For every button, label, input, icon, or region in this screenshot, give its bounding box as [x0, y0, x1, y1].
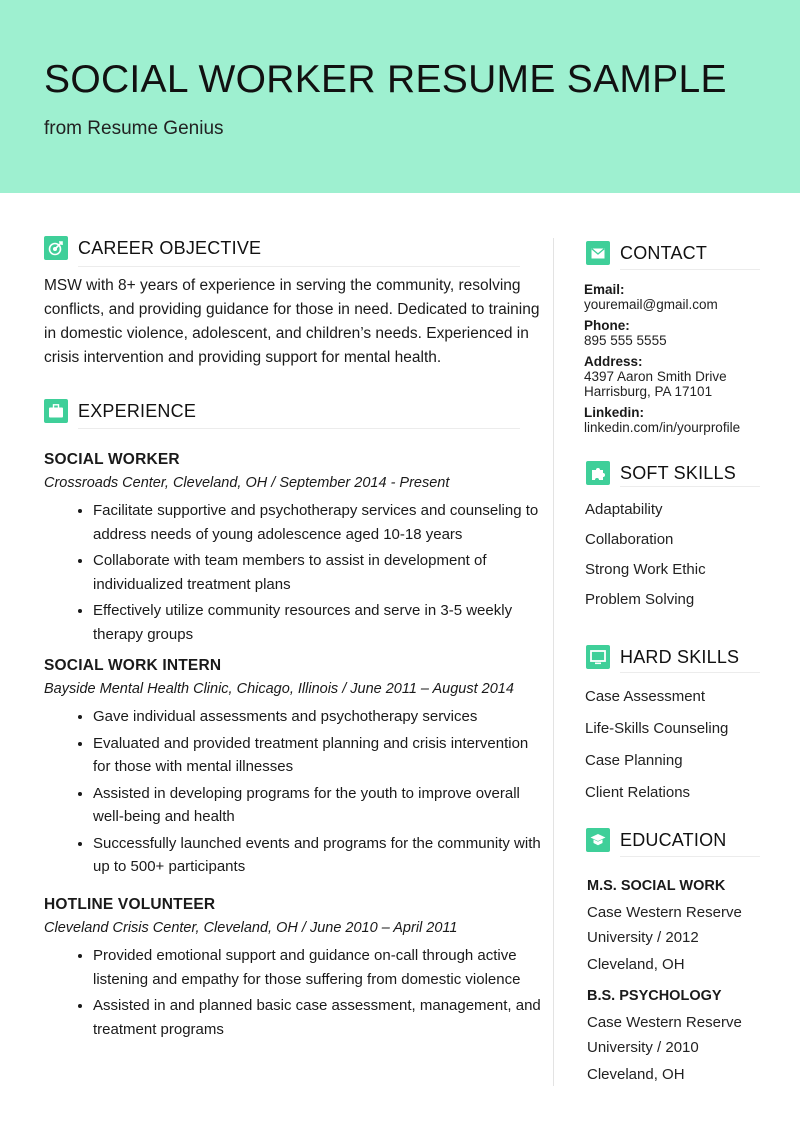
- soft-skill-item: Strong Work Ethic: [585, 561, 706, 578]
- education-location: Cleveland, OH: [587, 956, 685, 973]
- linkedin-label: Linkedin:: [584, 405, 644, 420]
- job-bullet: • Effectively utilize community resources and serve in 3-5 weekly therapy groups: [93, 599, 549, 646]
- address-line-1: 4397 Aaron Smith Drive: [584, 369, 727, 384]
- job-bullet: • Facilitate supportive and psychotherapy services and counseling to address needs of young adolescence aged 10-18 years: [93, 499, 549, 546]
- education-degree: B.S. PSYCHOLOGY: [587, 988, 722, 1004]
- experience-rule: [78, 428, 520, 429]
- phone-value: 895 555 5555: [584, 333, 667, 348]
- job-hotline-volunteer: [44, 896, 549, 1044]
- job-bullet: • Gave individual assessments and psychotherapy services: [93, 705, 549, 729]
- page-subtitle: from Resume Genius: [44, 118, 224, 139]
- job-meta: Bayside Mental Health Clinic, Chicago, Illinois / June 2011 – August 2014: [44, 681, 514, 697]
- education-school-year: University / 2012: [587, 929, 699, 946]
- job-title: SOCIAL WORKER: [44, 451, 180, 468]
- job-bullet: • Assisted in and planned basic case assessment, management, and treatment programs: [93, 994, 549, 1041]
- education-school: Case Western Reserve: [587, 1014, 742, 1031]
- puzzle-icon: [586, 461, 610, 485]
- hard-skills-rule: [620, 672, 760, 673]
- career-objective-title: CAREER OBJECTIVE: [78, 237, 262, 258]
- job-meta: Crossroads Center, Cleveland, OH / September 2014 - Present: [44, 475, 450, 491]
- target-icon: [44, 236, 68, 260]
- education-entry: [587, 878, 777, 977]
- education-location: Cleveland, OH: [587, 1066, 685, 1083]
- education-heading: [586, 828, 726, 852]
- contact-heading: [586, 241, 707, 265]
- soft-skill-item: Problem Solving: [585, 591, 695, 608]
- hard-skills-list: [585, 688, 785, 816]
- email-value[interactable]: youremail@gmail.com: [584, 297, 718, 312]
- job-bullet: • Evaluated and provided treatment planning and crisis intervention for those with mental illnesses: [93, 732, 549, 779]
- career-objective-rule: [78, 266, 520, 267]
- address-line-2: Harrisburg, PA 17101: [584, 384, 713, 399]
- contact-address: [584, 354, 784, 399]
- contact-phone: [584, 318, 784, 348]
- soft-skills-heading: [586, 461, 736, 485]
- contact-details: [584, 282, 784, 441]
- soft-skills-title: SOFT SKILLS: [620, 462, 736, 483]
- contact-rule: [620, 269, 760, 270]
- job-bullet: • Assisted in developing programs for the youth to improve overall well-being and health: [93, 782, 549, 829]
- hard-skill-item: Case Assessment: [585, 688, 706, 705]
- career-objective-heading: [44, 236, 261, 260]
- job-bullet: • Successfully launched events and programs for the community with up to 500+ participants: [93, 832, 549, 879]
- header-banner: [0, 0, 800, 193]
- job-bullets: [44, 705, 549, 879]
- job-title: SOCIAL WORK INTERN: [44, 657, 222, 674]
- monitor-icon: [586, 645, 610, 669]
- education-entry: [587, 988, 777, 1087]
- education-title: EDUCATION: [620, 829, 727, 850]
- education-degree: M.S. SOCIAL WORK: [587, 878, 726, 894]
- hard-skill-item: Life-Skills Counseling: [585, 720, 729, 737]
- column-divider: [553, 238, 554, 1086]
- education-school: Case Western Reserve: [587, 904, 742, 921]
- contact-linkedin: [584, 405, 784, 435]
- page-title: SOCIAL WORKER RESUME SAMPLE: [44, 58, 727, 101]
- career-objective-text: MSW with 8+ years of experience in serving the community, resolving conflicts, and providing guidance for those in need. Dedicated to training in domestic violence, adolescent, and children’s needs. Experienced in crisis intervention and providing support for mental health.: [44, 277, 540, 366]
- address-label: Address:: [584, 354, 643, 369]
- education-rule: [620, 856, 760, 857]
- job-social-work-intern: [44, 657, 549, 882]
- education-school-year: University / 2010: [587, 1039, 699, 1056]
- contact-email: [584, 282, 784, 312]
- job-bullet: • Collaborate with team members to assist in development of individualized treatment plans: [93, 549, 549, 596]
- hard-skills-title: HARD SKILLS: [620, 646, 740, 667]
- graduation-cap-icon: [586, 828, 610, 852]
- briefcase-icon: [44, 399, 68, 423]
- job-meta: Cleveland Crisis Center, Cleveland, OH / June 2010 – April 2011: [44, 920, 458, 936]
- soft-skills-list: [585, 501, 785, 621]
- contact-title: CONTACT: [620, 242, 708, 263]
- phone-label: Phone:: [584, 318, 630, 333]
- email-label: Email:: [584, 282, 625, 297]
- job-title: HOTLINE VOLUNTEER: [44, 896, 216, 913]
- job-bullet: • Provided emotional support and guidance on-call through active listening and empathy for those suffering from domestic violence: [93, 944, 549, 991]
- soft-skills-rule: [620, 486, 760, 487]
- hard-skills-heading: [586, 645, 739, 669]
- job-bullets: [44, 944, 549, 1041]
- linkedin-value[interactable]: linkedin.com/in/yourprofile: [584, 420, 741, 435]
- soft-skill-item: Collaboration: [585, 531, 674, 548]
- envelope-icon: [586, 241, 610, 265]
- experience-title: EXPERIENCE: [78, 400, 197, 421]
- hard-skill-item: Client Relations: [585, 784, 691, 801]
- soft-skill-item: Adaptability: [585, 501, 663, 518]
- job-social-worker: [44, 451, 549, 649]
- hard-skill-item: Case Planning: [585, 752, 683, 769]
- experience-heading: [44, 399, 196, 423]
- job-bullets: [44, 499, 549, 646]
